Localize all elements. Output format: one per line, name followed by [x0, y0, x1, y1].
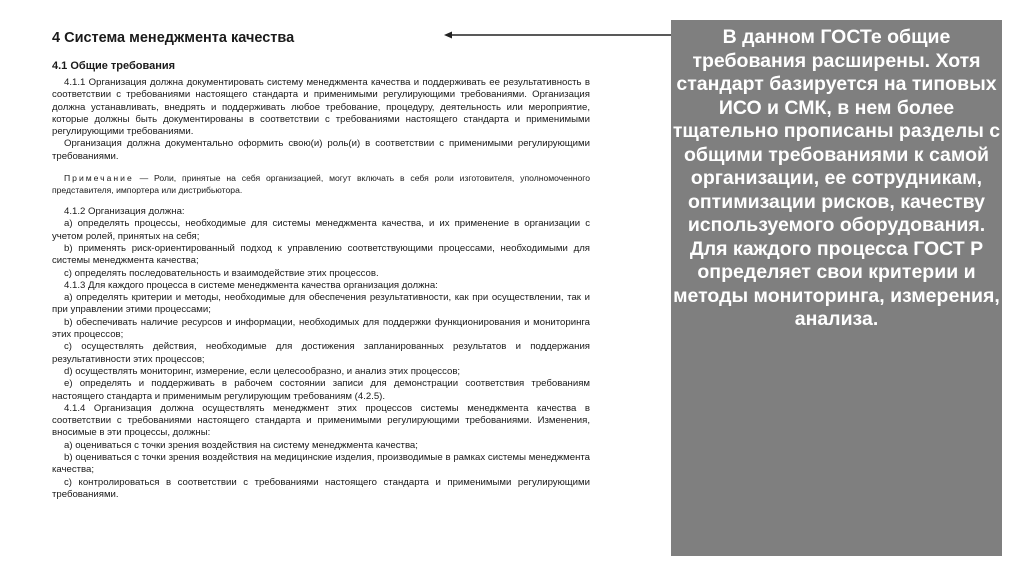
list-item: c) контролироваться в соответствии с требованиями настоящего стандарта и применимыми регулирующими требованиями. [52, 476, 590, 500]
callout-box [671, 20, 1002, 556]
list-item: c) определять последовательность и взаимодействие этих процессов. [64, 267, 379, 279]
note [52, 172, 590, 196]
paragraph: 4.1.4 Организация должна осуществлять менеджмент этих процессов системы менеджмента качества в соответствии с требованиями настоящего стандарта и применимыми регулирующими требованиями. Изменения, вносимые в эти процессы, должны: [52, 402, 590, 439]
list-item: d) осуществлять мониторинг, измерение, если целесообразно, и анализ этих процессов; [64, 365, 461, 377]
callout-text: В данном ГОСТе общие требования расширены. Хотя стандарт базируется на типовых ИСО и СМК, в нем более тщательно прописаны разделы с общими требованиями к самой организации, ее сотрудникам, оптимизации рисков, качеству используемого оборудования. Для каждого процесса ГОСТ Р определяет свои критерии и методы мониторинга, измерения, анализа. [672, 26, 1001, 330]
list-item: b) обеспечивать наличие ресурсов и информации, необходимых для поддержки функционирования и мониторинга этих процессов; [52, 316, 590, 341]
paragraph: Организация должна документально оформить свою(и) роль(и) в соответствии с применимыми регулирующими требованиями. [52, 138, 590, 162]
paragraph: 4.1.1 Организация должна документировать систему менеджмента качества и поддерживать ее результативность в соответствии с требованиями настоящего стандарта и применимыми регулирующими требованиями. Организация должна устанавливать, внедрять и поддерживать любое требование, процедуру, деятельность или мероприятие, которые должны быть документированы в соответствии с требованиями настоящего стандарта и применимыми регулирующими требованиями. [52, 77, 590, 138]
paragraph: 4.1.3 Для каждого процесса в системе менеджмента качества организация должна: [64, 279, 438, 291]
arrow-left-icon [440, 28, 700, 42]
note-text: — Роли, принятые на себя организацией, могут включать в себя роли изготовителя, уполномоченного представителя, импортера или дистрибьютора. [52, 173, 590, 196]
list-item: b) применять риск-ориентированный подход к управлению соответствующими процессами, необходимыми для системы менеджмента качества; [52, 242, 590, 267]
list-item: e) определять и поддерживать в рабочем состоянии записи для демонстрации соответствия требованиям настоящего стандарта и применимым регулирующим требованиям (4.2.5). [52, 378, 590, 402]
document-excerpt [52, 30, 590, 501]
paragraph: 4.1.2 Организация должна: [64, 206, 185, 218]
list-item: a) оцениваться с точки зрения воздействия на систему менеджмента качества; [64, 439, 418, 451]
list-item: a) определять процессы, необходимые для системы менеджмента качества, и их применение в организации с учетом ролей, принятых на себя; [52, 218, 590, 242]
note-label: Примечание [64, 173, 134, 184]
list-item: b) оцениваться с точки зрения воздействия на медицинские изделия, производимые в рамках системы менеджмента качества; [52, 452, 590, 476]
section-heading: 4 Система менеджмента качества [52, 30, 295, 46]
subsection-heading: 4.1 Общие требования [52, 60, 176, 72]
list-item: c) осуществлять действия, необходимые для достижения запланированных результатов и поддержания результативности этих процессов; [52, 341, 590, 365]
list-item: a) определять критерии и методы, необходимые для обеспечения результативности, как при осуществлении, так и при управлении этими процессами; [52, 292, 590, 316]
arrow-head [444, 32, 452, 39]
